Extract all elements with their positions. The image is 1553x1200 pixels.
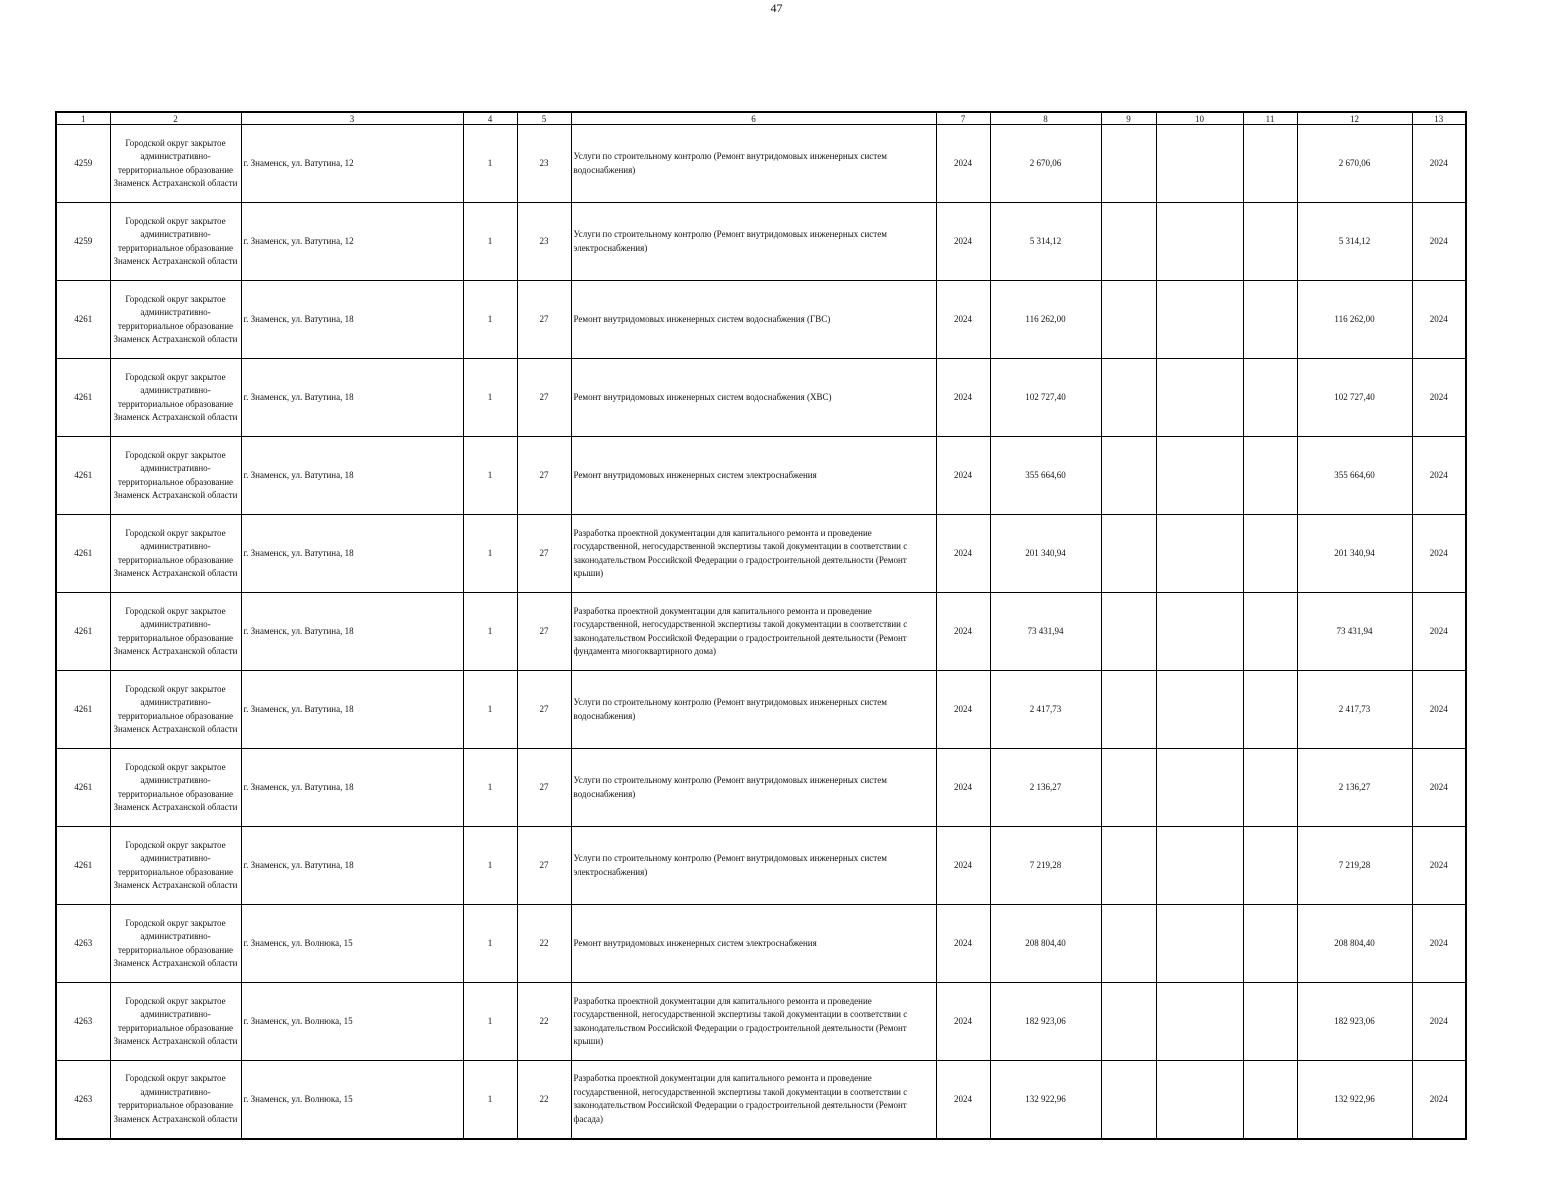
cell-municipality: Городской округ закрытое административно-территориальное образование Знаменск Астраханской области <box>110 827 241 905</box>
cell-col-11 <box>1243 437 1297 515</box>
cell-amount: 2 670,06 <box>1297 125 1412 203</box>
cell-col-10 <box>1156 515 1243 593</box>
cell-col-11 <box>1243 515 1297 593</box>
column-header: 6 <box>571 112 936 125</box>
cell-col-10 <box>1156 905 1243 983</box>
cell-col-10 <box>1156 203 1243 281</box>
cell-col-5: 23 <box>517 125 571 203</box>
cell-work-type: Услуги по строительному контролю (Ремонт внутридомовых инженерных систем водоснабжения) <box>571 749 936 827</box>
cell-col-9 <box>1101 983 1156 1061</box>
cell-col-5: 27 <box>517 281 571 359</box>
cell-cost: 182 923,06 <box>990 983 1101 1061</box>
cell-col-11 <box>1243 281 1297 359</box>
column-header: 2 <box>110 112 241 125</box>
column-header: 13 <box>1412 112 1466 125</box>
column-header: 7 <box>936 112 990 125</box>
cell-cost: 208 804,40 <box>990 905 1101 983</box>
cell-amount: 201 340,94 <box>1297 515 1412 593</box>
cell-municipality: Городской округ закрытое административно-территориальное образование Знаменск Астраханской области <box>110 281 241 359</box>
cell-year-end: 2024 <box>1412 437 1466 515</box>
cell-col-11 <box>1243 203 1297 281</box>
cell-year-end: 2024 <box>1412 671 1466 749</box>
cell-col-5: 27 <box>517 359 571 437</box>
cell-col-4: 1 <box>463 749 517 827</box>
cell-col-9 <box>1101 749 1156 827</box>
cell-year: 2024 <box>936 125 990 203</box>
cell-address: г. Знаменск, ул. Ватутина, 18 <box>241 827 463 905</box>
cell-col-11 <box>1243 671 1297 749</box>
cell-col-9 <box>1101 125 1156 203</box>
cell-cost: 7 219,28 <box>990 827 1101 905</box>
cell-col-9 <box>1101 827 1156 905</box>
cell-col-10 <box>1156 437 1243 515</box>
register-table <box>55 111 1467 1140</box>
cell-municipality: Городской округ закрытое административно-территориальное образование Знаменск Астраханской области <box>110 125 241 203</box>
table-row <box>56 203 1466 281</box>
cell-col-4: 1 <box>463 281 517 359</box>
cell-col-5: 27 <box>517 593 571 671</box>
cell-address: г. Знаменск, ул. Ватутина, 18 <box>241 749 463 827</box>
cell-amount: 132 922,96 <box>1297 1061 1412 1139</box>
cell-amount: 2 417,73 <box>1297 671 1412 749</box>
table-row <box>56 281 1466 359</box>
cell-building-number: 4261 <box>56 281 110 359</box>
cell-amount: 355 664,60 <box>1297 437 1412 515</box>
cell-year-end: 2024 <box>1412 1061 1466 1139</box>
cell-cost: 355 664,60 <box>990 437 1101 515</box>
cell-building-number: 4261 <box>56 827 110 905</box>
column-header: 5 <box>517 112 571 125</box>
cell-year-end: 2024 <box>1412 125 1466 203</box>
cell-col-11 <box>1243 827 1297 905</box>
cell-address: г. Знаменск, ул. Волнюка, 15 <box>241 905 463 983</box>
cell-col-11 <box>1243 593 1297 671</box>
cell-col-4: 1 <box>463 905 517 983</box>
table-row <box>56 905 1466 983</box>
cell-cost: 2 136,27 <box>990 749 1101 827</box>
cell-col-10 <box>1156 983 1243 1061</box>
cell-address: г. Знаменск, ул. Ватутина, 12 <box>241 203 463 281</box>
cell-col-9 <box>1101 671 1156 749</box>
cell-year-end: 2024 <box>1412 515 1466 593</box>
cell-year-end: 2024 <box>1412 593 1466 671</box>
cell-col-5: 27 <box>517 827 571 905</box>
cell-amount: 182 923,06 <box>1297 983 1412 1061</box>
cell-year: 2024 <box>936 437 990 515</box>
column-header: 1 <box>56 112 110 125</box>
cell-col-5: 27 <box>517 515 571 593</box>
column-header: 3 <box>241 112 463 125</box>
cell-year: 2024 <box>936 749 990 827</box>
cell-municipality: Городской округ закрытое административно-территориальное образование Знаменск Астраханской области <box>110 1061 241 1139</box>
cell-col-10 <box>1156 125 1243 203</box>
cell-work-type: Разработка проектной документации для капитального ремонта и проведение государственной, негосударственной экспертизы такой документации в соответствии с законодательством Российской Федерации о градостроительной деятельности (Ремонт крыши) <box>571 983 936 1061</box>
cell-address: г. Знаменск, ул. Волнюка, 15 <box>241 1061 463 1139</box>
cell-building-number: 4261 <box>56 671 110 749</box>
cell-col-10 <box>1156 359 1243 437</box>
cell-work-type: Ремонт внутридомовых инженерных систем электроснабжения <box>571 437 936 515</box>
cell-cost: 102 727,40 <box>990 359 1101 437</box>
cell-year-end: 2024 <box>1412 359 1466 437</box>
table-row <box>56 1061 1466 1139</box>
cell-col-4: 1 <box>463 671 517 749</box>
cell-year: 2024 <box>936 281 990 359</box>
cell-amount: 73 431,94 <box>1297 593 1412 671</box>
cell-year: 2024 <box>936 593 990 671</box>
column-header: 8 <box>990 112 1101 125</box>
cell-col-9 <box>1101 905 1156 983</box>
cell-year: 2024 <box>936 359 990 437</box>
cell-col-9 <box>1101 281 1156 359</box>
cell-year-end: 2024 <box>1412 827 1466 905</box>
cell-col-4: 1 <box>463 983 517 1061</box>
cell-year: 2024 <box>936 1061 990 1139</box>
column-header: 12 <box>1297 112 1412 125</box>
cell-col-10 <box>1156 1061 1243 1139</box>
table-row <box>56 749 1466 827</box>
column-header: 11 <box>1243 112 1297 125</box>
cell-municipality: Городской округ закрытое административно-территориальное образование Знаменск Астраханской области <box>110 749 241 827</box>
cell-col-4: 1 <box>463 359 517 437</box>
cell-amount: 116 262,00 <box>1297 281 1412 359</box>
cell-col-9 <box>1101 437 1156 515</box>
cell-col-4: 1 <box>463 1061 517 1139</box>
cell-building-number: 4261 <box>56 593 110 671</box>
cell-col-4: 1 <box>463 827 517 905</box>
table-row <box>56 515 1466 593</box>
cell-amount: 208 804,40 <box>1297 905 1412 983</box>
cell-year: 2024 <box>936 983 990 1061</box>
cell-col-9 <box>1101 1061 1156 1139</box>
column-header: 10 <box>1156 112 1243 125</box>
cell-col-11 <box>1243 1061 1297 1139</box>
table-row <box>56 827 1466 905</box>
table-row <box>56 983 1466 1061</box>
cell-work-type: Услуги по строительному контролю (Ремонт внутридомовых инженерных систем водоснабжения) <box>571 671 936 749</box>
header-row <box>56 112 1466 125</box>
cell-municipality: Городской округ закрытое административно-территориальное образование Знаменск Астраханской области <box>110 437 241 515</box>
table-row <box>56 593 1466 671</box>
cell-municipality: Городской округ закрытое административно-территориальное образование Знаменск Астраханской области <box>110 905 241 983</box>
cell-cost: 2 417,73 <box>990 671 1101 749</box>
cell-work-type: Ремонт внутридомовых инженерных систем водоснабжения (ГВС) <box>571 281 936 359</box>
table-row <box>56 437 1466 515</box>
cell-col-10 <box>1156 749 1243 827</box>
cell-year: 2024 <box>936 671 990 749</box>
cell-cost: 116 262,00 <box>990 281 1101 359</box>
cell-municipality: Городской округ закрытое административно-территориальное образование Знаменск Астраханской области <box>110 593 241 671</box>
cell-col-5: 27 <box>517 437 571 515</box>
cell-year-end: 2024 <box>1412 281 1466 359</box>
cell-col-9 <box>1101 203 1156 281</box>
cell-col-4: 1 <box>463 125 517 203</box>
cell-col-11 <box>1243 749 1297 827</box>
column-header: 4 <box>463 112 517 125</box>
cell-work-type: Разработка проектной документации для капитального ремонта и проведение государственной, негосударственной экспертизы такой документации в соответствии с законодательством Российской Федерации о градостроительной деятельности (Ремонт фасада) <box>571 1061 936 1139</box>
cell-col-5: 23 <box>517 203 571 281</box>
cell-building-number: 4263 <box>56 905 110 983</box>
cell-building-number: 4263 <box>56 1061 110 1139</box>
cell-col-11 <box>1243 359 1297 437</box>
cell-col-5: 27 <box>517 749 571 827</box>
cell-building-number: 4261 <box>56 437 110 515</box>
cell-amount: 2 136,27 <box>1297 749 1412 827</box>
cell-col-10 <box>1156 827 1243 905</box>
cell-col-9 <box>1101 359 1156 437</box>
cell-amount: 7 219,28 <box>1297 827 1412 905</box>
cell-col-5: 22 <box>517 905 571 983</box>
cell-municipality: Городской округ закрытое административно-территориальное образование Знаменск Астраханской области <box>110 359 241 437</box>
cell-year-end: 2024 <box>1412 203 1466 281</box>
cell-address: г. Знаменск, ул. Ватутина, 18 <box>241 515 463 593</box>
cell-col-10 <box>1156 671 1243 749</box>
cell-work-type: Разработка проектной документации для капитального ремонта и проведение государственной, негосударственной экспертизы такой документации в соответствии с законодательством Российской Федерации о градостроительной деятельности (Ремонт крыши) <box>571 515 936 593</box>
cell-work-type: Услуги по строительному контролю (Ремонт внутридомовых инженерных систем водоснабжения) <box>571 125 936 203</box>
cell-work-type: Ремонт внутридомовых инженерных систем водоснабжения (ХВС) <box>571 359 936 437</box>
cell-building-number: 4261 <box>56 359 110 437</box>
cell-building-number: 4261 <box>56 515 110 593</box>
cell-cost: 132 922,96 <box>990 1061 1101 1139</box>
cell-municipality: Городской округ закрытое административно-территориальное образование Знаменск Астраханской области <box>110 203 241 281</box>
table-row <box>56 359 1466 437</box>
cell-col-4: 1 <box>463 515 517 593</box>
cell-cost: 73 431,94 <box>990 593 1101 671</box>
cell-col-11 <box>1243 905 1297 983</box>
cell-col-10 <box>1156 281 1243 359</box>
cell-address: г. Знаменск, ул. Волнюка, 15 <box>241 983 463 1061</box>
cell-building-number: 4259 <box>56 125 110 203</box>
cell-cost: 5 314,12 <box>990 203 1101 281</box>
cell-year: 2024 <box>936 905 990 983</box>
cell-col-9 <box>1101 593 1156 671</box>
cell-col-5: 22 <box>517 1061 571 1139</box>
column-header: 9 <box>1101 112 1156 125</box>
cell-municipality: Городской округ закрытое административно-территориальное образование Знаменск Астраханской области <box>110 515 241 593</box>
cell-col-5: 27 <box>517 671 571 749</box>
cell-amount: 5 314,12 <box>1297 203 1412 281</box>
cell-col-9 <box>1101 515 1156 593</box>
cell-work-type: Услуги по строительному контролю (Ремонт внутридомовых инженерных систем электроснабжения) <box>571 203 936 281</box>
table-row <box>56 671 1466 749</box>
cell-work-type: Разработка проектной документации для капитального ремонта и проведение государственной, негосударственной экспертизы такой документации в соответствии с законодательством Российской Федерации о градостроительной деятельности (Ремонт фундамента многоквартирного дома) <box>571 593 936 671</box>
table-row <box>56 125 1466 203</box>
cell-cost: 201 340,94 <box>990 515 1101 593</box>
cell-building-number: 4263 <box>56 983 110 1061</box>
cell-work-type: Услуги по строительному контролю (Ремонт внутридомовых инженерных систем электроснабжения) <box>571 827 936 905</box>
cell-municipality: Городской округ закрытое административно-территориальное образование Знаменск Астраханской области <box>110 983 241 1061</box>
cell-address: г. Знаменск, ул. Ватутина, 18 <box>241 437 463 515</box>
cell-col-5: 22 <box>517 983 571 1061</box>
cell-building-number: 4259 <box>56 203 110 281</box>
cell-address: г. Знаменск, ул. Ватутина, 18 <box>241 281 463 359</box>
cell-year-end: 2024 <box>1412 983 1466 1061</box>
cell-cost: 2 670,06 <box>990 125 1101 203</box>
cell-col-10 <box>1156 593 1243 671</box>
cell-col-4: 1 <box>463 593 517 671</box>
cell-year: 2024 <box>936 827 990 905</box>
cell-amount: 102 727,40 <box>1297 359 1412 437</box>
cell-address: г. Знаменск, ул. Ватутина, 18 <box>241 593 463 671</box>
cell-col-11 <box>1243 983 1297 1061</box>
page-number: 47 <box>770 1 783 15</box>
table-body <box>56 125 1466 1139</box>
cell-year-end: 2024 <box>1412 905 1466 983</box>
cell-year-end: 2024 <box>1412 749 1466 827</box>
cell-year: 2024 <box>936 203 990 281</box>
cell-address: г. Знаменск, ул. Ватутина, 18 <box>241 359 463 437</box>
cell-col-4: 1 <box>463 203 517 281</box>
cell-municipality: Городской округ закрытое административно-территориальное образование Знаменск Астраханской области <box>110 671 241 749</box>
cell-address: г. Знаменск, ул. Ватутина, 12 <box>241 125 463 203</box>
cell-col-11 <box>1243 125 1297 203</box>
cell-year: 2024 <box>936 515 990 593</box>
cell-col-4: 1 <box>463 437 517 515</box>
cell-work-type: Ремонт внутридомовых инженерных систем электроснабжения <box>571 905 936 983</box>
cell-building-number: 4261 <box>56 749 110 827</box>
cell-address: г. Знаменск, ул. Ватутина, 18 <box>241 671 463 749</box>
